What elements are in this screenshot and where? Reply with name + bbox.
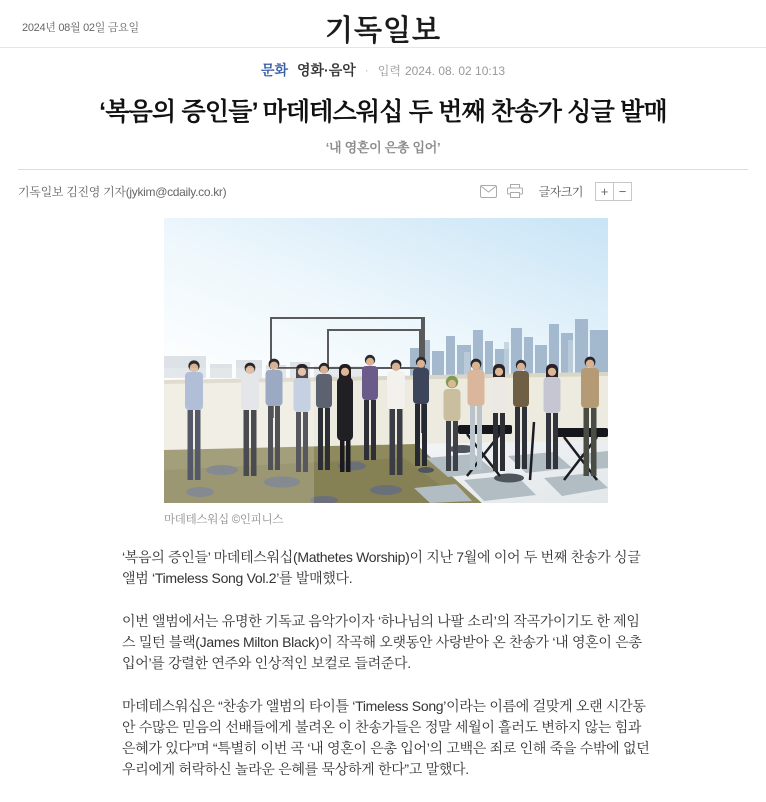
subsection-link[interactable]: 영화·음악 — [297, 62, 356, 78]
print-icon[interactable] — [507, 184, 523, 198]
article-meta — [0, 60, 766, 80]
email-icon[interactable] — [480, 185, 497, 198]
reporter-byline: 기독일보 김진영 기자(jykim@cdaily.co.kr) — [18, 184, 227, 199]
font-size-label: 글자크기 — [538, 184, 583, 199]
publish-time — [378, 62, 505, 79]
paragraph: 이번 앨범에서는 유명한 기독교 음악가이자 ‘하나님의 나팔 소리’의 작곡가이기도 한 제임스 밀턴 블랙(James Milton Black)이 작곡해 오랫동안 사랑받아 온 찬송가 ‘내 영혼이 은총 입어’를 강렬한 연주와 인상적인 보컬로 들려준다. — [122, 613, 642, 671]
font-size-increase-button[interactable]: + — [595, 182, 614, 201]
paragraph: ‘복음의 증인들’ 마데테스워십(Mathetes Worship)이 지난 7월에 이어 두 번째 찬송가 싱글 앨범 ‘Timeless Song Vol.2’를 발매했다. — [122, 549, 641, 586]
article-text — [122, 547, 650, 780]
meta-separator: · — [364, 63, 369, 77]
byline-bar — [0, 170, 766, 212]
site-logo[interactable]: 기독일보 — [324, 15, 442, 47]
font-size-decrease-button[interactable]: − — [613, 182, 632, 201]
article-title: ‘복음의 증인들’ 마데테스워십 두 번째 찬송가 싱글 발매 — [99, 98, 667, 126]
masthead — [0, 0, 766, 48]
article-figure — [164, 218, 608, 527]
publish-datetime: 2024. 08. 02 10:13 — [404, 63, 506, 78]
section-link[interactable]: 문화 — [260, 62, 288, 78]
article-subtitle: ‘내 영혼이 은총 입어’ — [325, 140, 441, 155]
masthead-date: 2024년 08월 02일 금요일 — [22, 22, 139, 34]
article-photo — [164, 218, 608, 503]
publish-label: 입력 — [377, 63, 401, 78]
article-tools — [480, 182, 632, 201]
photo-caption: 마데테스워십 ©인피니스 — [164, 514, 284, 526]
paragraph: 마데테스워십은 “찬송가 앨범의 타이틀 ‘Timeless Song’이라는 이름에 걸맞게 오랜 시간동안 수많은 믿음의 선배들에게 불려온 이 찬송가들은 정말 세월이 흘러도 변하지 않는 힘과 은혜가 있다”며 “특별히 이번 곡 ‘내 영혼이 은총 입어’의 고백은 죄로 인해 죽을 수밖에 없던 우리에게 허락하신 놀라운 은혜를 묵상하게 한다”고 말했다. — [122, 698, 650, 777]
article-body — [122, 218, 650, 780]
